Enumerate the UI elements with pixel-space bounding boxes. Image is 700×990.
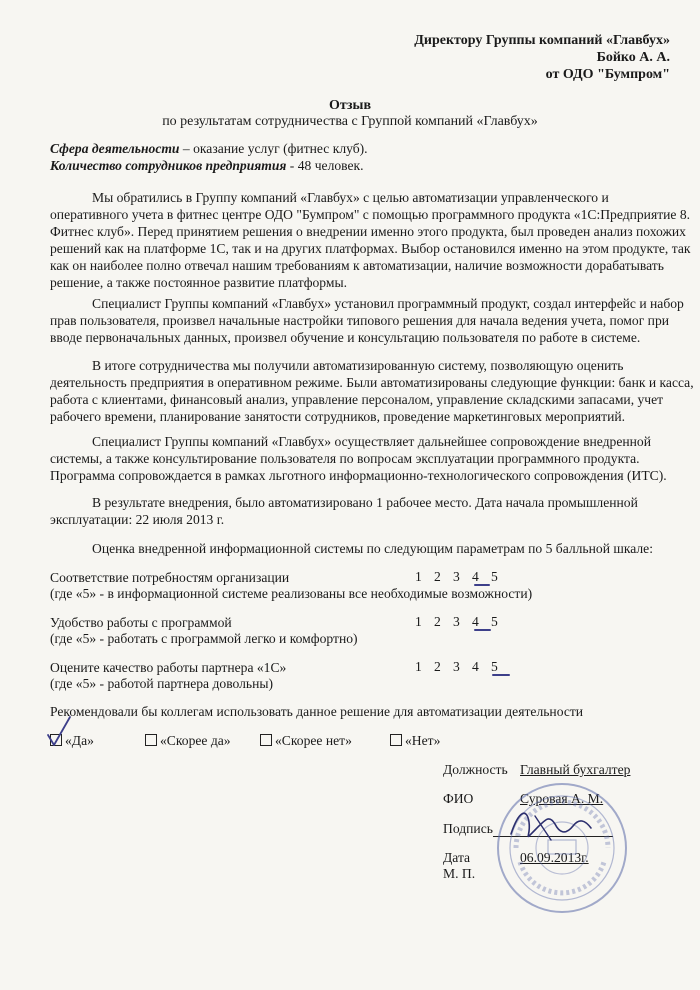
option-rather-yes[interactable] <box>145 733 231 749</box>
option-rather-yes-label: «Скорее да» <box>160 733 231 748</box>
paragraph-line: решений как на платформе 1С, так и на других платформах. Выбор остановился именно на этом продукте, так <box>50 241 691 256</box>
position-label: Должность <box>443 762 508 777</box>
document-subtitle: по результатам сотрудничества с Группой компаний «Главбух» <box>162 114 538 129</box>
scale-option[interactable]: 3 <box>453 569 460 584</box>
addressee-line-1: Директору Группы компаний «Главбух» <box>414 33 670 48</box>
name-label: ФИО <box>443 791 474 806</box>
option-rather-no[interactable] <box>260 733 352 749</box>
sphere-line <box>50 141 368 157</box>
paragraph-line: В результате внедрения, было автоматизировано 1 рабочее место. Дата начала промышленной <box>92 495 638 510</box>
scale-option[interactable]: 1 <box>415 569 422 584</box>
rating-2-hint: (где «5» - работать с программой легко и комфортно) <box>50 631 358 646</box>
paragraph-4 <box>50 433 667 484</box>
employees-value: - 48 человек. <box>286 158 364 173</box>
paragraph-6 <box>50 540 660 557</box>
paragraph-line: вводе первоначальных данных, произвел обучение и консультацию пользователя по работе в системе. <box>50 330 641 345</box>
paragraph-line: работа с клиентами, финансовый анализ, управление персоналом, управление складскими запасами, учет <box>50 392 664 407</box>
paragraph-line: эксплуатации: 22 июля 2013 г. <box>50 512 225 527</box>
checkbox-rather-no[interactable] <box>260 734 272 746</box>
checkmark-icon <box>44 715 74 749</box>
scale-option[interactable]: 4 <box>472 614 479 629</box>
name-value: Суровая А. М. <box>520 791 604 806</box>
option-no-label: «Нет» <box>405 733 441 748</box>
sphere-label: Сфера деятельности <box>50 141 180 156</box>
rating-3-selected-mark <box>492 674 510 676</box>
paragraph-line: В итоге сотрудничества мы получили автоматизированную систему, позволяющую оценить <box>92 358 624 373</box>
checkbox-rather-yes[interactable] <box>145 734 157 746</box>
rating-1-scale <box>415 569 510 585</box>
scale-option[interactable]: 2 <box>434 614 441 629</box>
scale-option[interactable]: 2 <box>434 569 441 584</box>
scale-option[interactable]: 3 <box>453 614 460 629</box>
sign-label: Подпись <box>443 821 493 836</box>
option-yes-label: «Да» <box>65 733 94 748</box>
paragraph-line: Программа сопровождается в рамках льготного информационно-технологического сопровождения (ИТС). <box>50 468 667 483</box>
paragraph-1 <box>50 189 691 291</box>
employees-label: Количество сотрудников предприятия <box>50 158 287 173</box>
paragraph-line: деятельность предприятия в оперативном режиме. Были автоматизированы следующие функции: банк и касса, <box>50 375 694 390</box>
paragraph-line: Фитнес клуб». Перед принятием решения о внедрении именно этого продукта, был проведен анализ похожих <box>50 224 686 239</box>
scale-option[interactable]: 1 <box>415 659 422 674</box>
paragraph-line: системы, а также консультирование пользователя по вопросам эксплуатации программного продукта. <box>50 451 640 466</box>
scale-option[interactable]: 5 <box>491 659 498 674</box>
date-label: Дата <box>443 850 471 865</box>
rating-1-hint: (где «5» - в информационной системе реализованы все необходимые возможности) <box>50 586 533 601</box>
paragraph-line: оперативного учета в фитнес центре ОДО "Бумпром" с помощью программного продукта «1С:Предприятие 8. <box>50 207 691 222</box>
addressee-line-2: Бойко А. А. <box>596 50 670 65</box>
option-no[interactable] <box>390 733 440 749</box>
paragraph-line: Специалист Группы компаний «Главбух» осуществляет дальнейшее сопровождение внедренной <box>92 434 652 449</box>
addressee-block <box>414 32 670 83</box>
paragraph-5 <box>50 494 660 528</box>
rating-2-selected-mark <box>474 629 491 631</box>
scale-option[interactable]: 5 <box>491 614 498 629</box>
employees-line <box>50 158 364 174</box>
recommend-question: Рекомендовали бы коллегам использовать данное решение для автоматизации деятельности <box>50 704 584 719</box>
scale-option[interactable]: 2 <box>434 659 441 674</box>
option-rather-no-label: «Скорее нет» <box>275 733 352 748</box>
handwritten-signature-icon <box>505 800 595 850</box>
scale-option[interactable]: 4 <box>472 569 479 584</box>
scale-option[interactable]: 5 <box>491 569 498 584</box>
rating-3-hint: (где «5» - работой партнера довольны) <box>50 676 274 691</box>
mp-label: М. П. <box>443 866 476 881</box>
position-value: Главный бухгалтер <box>520 762 631 777</box>
rating-1-selected-mark <box>474 584 490 586</box>
paragraph-line: Мы обратились в Группу компаний «Главбух» с целью автоматизации управленческого и <box>92 190 609 205</box>
paragraph-line: прав пользователя, произвел начальные настройки типового решения для начала ведения учета, помог при <box>50 313 670 328</box>
document-title: Отзыв <box>328 98 372 113</box>
paragraph-line: как он наиболее полно отвечал нашим требованиям к автоматизации, наличие возможности дорабатывать <box>50 258 664 273</box>
addressee-line-3: от ОДО "Бумпром" <box>545 67 670 82</box>
rating-3-scale <box>415 659 510 675</box>
sphere-value: – оказание услуг (фитнес клуб). <box>179 141 368 156</box>
scale-option[interactable]: 3 <box>453 659 460 674</box>
paragraph-line: рабочего времени, планирование занятости сотрудников, проведение маркетинговых мероприятий. <box>50 409 626 424</box>
checkbox-no[interactable] <box>390 734 402 746</box>
paragraph-line: Специалист Группы компаний «Главбух» установил программный продукт, создал интерфейс и набор <box>92 296 684 311</box>
rating-1-label: Соответствие потребностям организации <box>50 570 290 585</box>
paragraph-line: Оценка внедренной информационной системы по следующим параметрам по 5 балльной шкале: <box>92 541 653 556</box>
scale-option[interactable]: 4 <box>472 659 479 674</box>
rating-2-label: Удобство работы с программой <box>50 615 232 630</box>
paragraph-2 <box>50 295 684 346</box>
rating-2-scale <box>415 614 510 630</box>
rating-3-label: Оцените качество работы партнера «1С» <box>50 660 287 675</box>
paragraph-line: решение, а также постоянное развитие платформы. <box>50 275 348 290</box>
scale-option[interactable]: 1 <box>415 614 422 629</box>
date-value: 06.09.2013г. <box>520 850 589 865</box>
paragraph-3 <box>50 357 694 425</box>
